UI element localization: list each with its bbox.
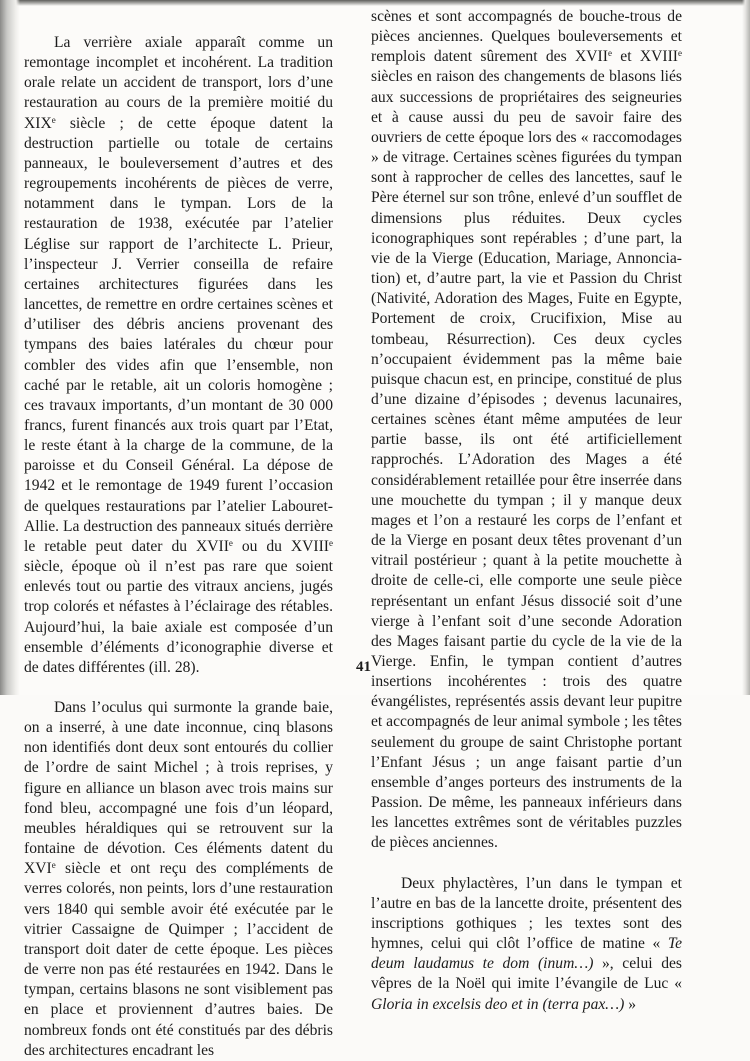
superscript: e xyxy=(51,860,56,871)
text-run: siècle, époque où il n’est pas rare que soient enlevés tout ou partie des vitraux anciens, jugés trop colorés et néfastes à l’éclairage des rétables. Aujourd’hui, la baie axiale est composée d’un ensemble d’éléments d’iconographie diverse et de dates différentes (ill. 28). xyxy=(24,558,333,676)
text-run: ou du XVIII xyxy=(232,537,329,555)
superscript: e xyxy=(51,114,56,125)
page-gutter-shadow xyxy=(0,0,20,695)
paragraph xyxy=(24,698,333,1061)
paragraph xyxy=(371,874,682,1015)
text-run: et XVIII xyxy=(611,48,678,66)
superscript: e xyxy=(678,48,682,59)
text-run: Dans l’oculus qui surmonte la grande baie, on a inserré, à une date inconnue, cinq blasons non identifiés dont deux sont entourés du collier de l’ordre de saint Michel ; à trois reprises, y figure en alliance un blason avec trois mains sur fond bleu, accompagné une fois d’un léopard, meubles héraldiques qui se retrouvent sur la fontaine de dévotion. Ces éléments datent du XVI xyxy=(24,699,333,878)
text-run: siècle et ont reçu des compléments de verres colorés, non peints, lors d’une restauration vers 1840 qui semble avoir été exécutée par le vitrier Cassaigne de Quimper ; l’accident de transport doit dater de cette époque. Les pièces de verre non pas été restaurées en 1942. Dans le tympan, certains blasons ne sont visiblement pas en place et proviennent d’autres baies. De nombreux fonds ont été constitués par des débris des architectures encadrant les xyxy=(24,860,333,1059)
page-edge-shadow xyxy=(742,0,750,695)
right-text-column xyxy=(371,7,682,1015)
superscript: e xyxy=(607,48,612,59)
paragraph xyxy=(371,7,682,854)
text-run: La verrière axiale apparaît comme un remontage incomplet et incohérent. La tradition orale relate un accident de transport, lors d’une restauration au cours de la première moitié du XIX xyxy=(24,34,333,132)
text-run: scènes et sont accompagnés de bouche-trous de pièces anciennes. Quelques bouleversements et remplois datent sûrement des XVII xyxy=(371,8,682,66)
page-top-shadow xyxy=(0,0,750,6)
text-run: » xyxy=(624,995,637,1013)
text-run: Deux phylactères, l’un dans le tympan et l’autre en bas de la lancette droite, présentent des inscriptions gothiques ; les textes sont des hymnes, celui qui clôt l’office de matine « xyxy=(371,874,682,953)
superscript: e xyxy=(228,537,233,548)
superscript: e xyxy=(329,537,333,548)
paragraph xyxy=(24,33,333,678)
text-run: siècle ; de cette époque datent la destruction partielle ou totale de certains panneaux, le bouleversement d’autres et des regroupements incohérents de pièces de verre, notamment dans le tympan. Lors de la restauration de 1938, exécutée par l’atelier Léglise sur rapport de l’architecte L. Prieur, l’inspecteur J. Verrier conseilla de refaire certaines architectures figurées dans les lancettes, de remettre en ordre certaines scènes et d’utiliser des débris anciens provenant des tympans des baies latérales du chœur pour combler des vides afin que l’ensemble, non caché par le retable, ait un coloris homogène ; ces travaux importants, d’un montant de 30 000 francs, furent financés aux trois quart par l’Etat, le reste étant à la charge de la commune, de la paroisse et du Conseil Général. La dépose de 1942 et le remontage de 1949 furent l’occasion de quelques restaurations par l’atelier Labouret-Allie. La destruction des panneaux situés derrière le retable peut dater du XVII xyxy=(24,114,333,555)
left-text-column xyxy=(24,33,333,1061)
text-run: », celui des vêpres de la Noël qui imite l’évangile de Luc « xyxy=(371,955,682,993)
italic-quote: Te deum laudamus te dom (inum…) xyxy=(371,935,682,973)
page-number: 41 xyxy=(356,659,371,675)
italic-quote: Gloria in excelsis deo et in (terra pax…) xyxy=(371,995,625,1013)
text-run: siècles en raison des changements de blasons liés aux successions de propriétaires des seigneuries et à cause aussi du peu de savoir faire des ouvriers de cette époque lors des « raccomodages » de vitrage. Certaines scènes figurées du tympan sont à rapprocher de celles des lancettes, sauf le Père éternel sur son trône, enlevé d’un soufflet de dimensions plus réduites. Deux cycles iconographiques sont repérables ; d’une part, la vie de la Vierge (Education, Mariage, Annonciation) et, d’autre part, la vie et Passion du Christ (Nativité, Adoration des Mages, Fuite en Egypte, Portement de croix, Crucifixion, Mise au tombeau, Résurrection). Ces deux cycles n’occupaient évidemment pas la même baie puisque chacun est, en principe, constitué de plus d’une dizaine d’épisodes ; devenus lacunaires, certaines scènes étant même amputées de leur partie basse, ils ont été artificiellement rapprochés. L’Adoration des Mages a été considérablement retaillée pour être inserrée dans une mouchette du tympan ; il y manque deux mages et l’on a restauré les corps de l’enfant et de la Vierge en posant deux têtes provenant d’un vitrail postérieur ; quant à la petite mouchette à droite de celle-ci, elle comporte une seule pièce représentant un enfant Jésus dissocié soit d’une vierge à l’enfant soit d’une seconde Adoration des Mages faisant partie du cycle de la vie de la Vierge. Enfin, le tympan contient d’autres insertions incohérentes : trois des quatre évangélistes, représentés assis devant leur pupitre et accompagnés de leur animal symbole ; les têtes seulement du groupe de saint Christophe portant l’Enfant Jésus ; un ange faisant partie d’un ensemble d’anges porteurs des instruments de la Passion. De même, les panneaux inférieurs dans les lancettes extrêmes sont de véritables puzzles de pièces anciennes. xyxy=(371,68,682,852)
